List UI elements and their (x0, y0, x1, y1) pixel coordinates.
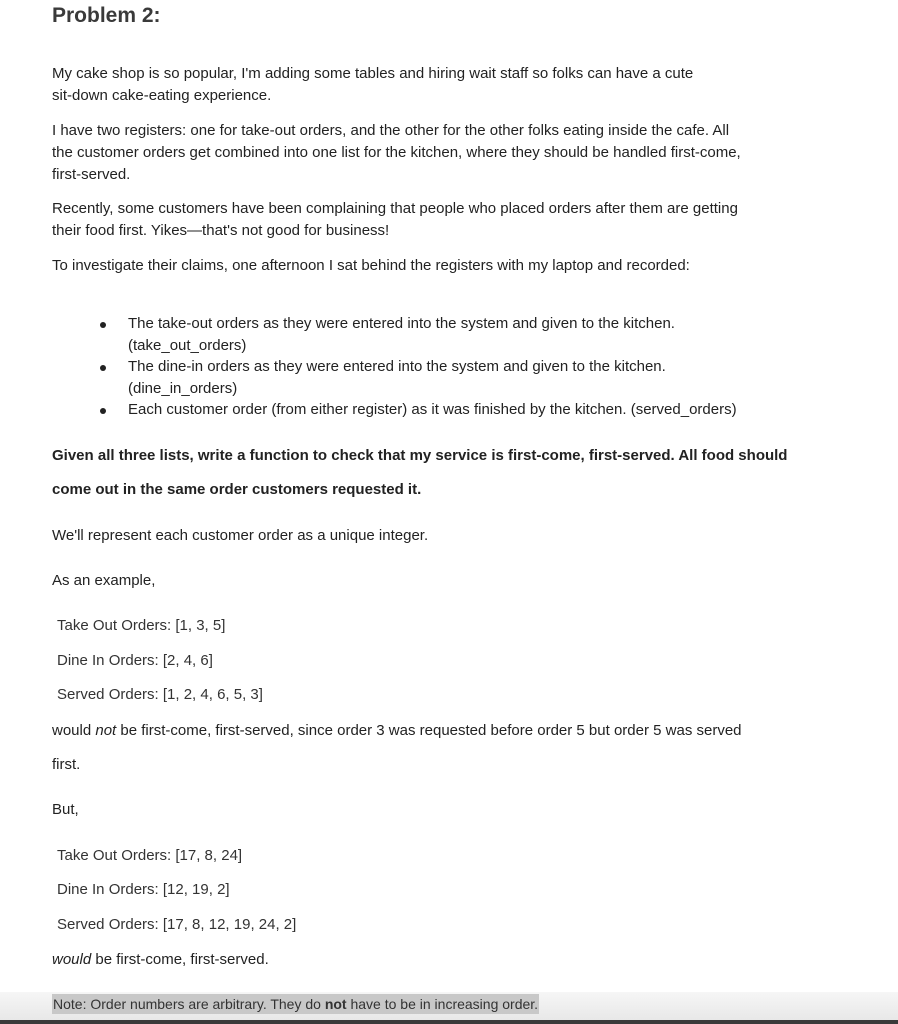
list-item (98, 356, 818, 399)
but-paragraph: But, (52, 801, 79, 818)
registers-line-1: I have two registers: one for take-out orders, and the other for the other folks eating inside the cafe. All (52, 122, 730, 139)
verdict2-post: be first-come, first-served. (91, 951, 269, 968)
note-emphasis: not (324, 996, 347, 1012)
verdict1-post: be first-come, first-served, since order 3 was requested before order 5 but order 5 was served (116, 722, 742, 739)
complaints-line-2: their food first. Yikes—that's not good for business! (52, 222, 390, 239)
intro-line-2: sit-down cake-eating experience. (52, 87, 272, 104)
bullet-text: The take-out orders as they were entered into the system and given to the kitchen. (128, 315, 675, 332)
list-item (98, 399, 818, 421)
note-post: have to be in increasing order. (346, 996, 539, 1012)
bullet-icon (100, 365, 106, 371)
intro-paragraph (52, 63, 812, 107)
list-item (98, 313, 818, 356)
registers-line-2: the customer orders get combined into one list for the kitchen, where they should be handled first-come, (52, 144, 741, 161)
example1-served: Served Orders: [1, 2, 4, 6, 5, 3] (57, 686, 263, 703)
bullet-text: (take_out_orders) (128, 336, 247, 354)
verdict1-emphasis: not (95, 722, 117, 739)
verdict2-paragraph (52, 949, 812, 971)
complaints-line-1: Recently, some customers have been complaining that people who placed orders after them are getting (52, 200, 738, 217)
page-title: Problem 2: (52, 4, 161, 27)
note-pre: Note: Order numbers are arbitrary. They do (53, 996, 325, 1012)
complaints-paragraph (52, 198, 812, 242)
bullet-icon (100, 408, 106, 414)
example2-dine-in: Dine In Orders: [12, 19, 2] (57, 881, 230, 898)
task-line-1: Given all three lists, write a function to check that my service is first-come, first-served. All food should (52, 447, 788, 464)
bullet-text: (dine_in_orders) (128, 379, 238, 397)
bullet-text: The dine-in orders as they were entered into the system and given to the kitchen. (128, 358, 666, 375)
example2-take-out: Take Out Orders: [17, 8, 24] (57, 847, 243, 864)
highlighted-note (52, 994, 539, 1014)
recorded-lists (98, 313, 818, 421)
verdict1-line-2: first. (52, 756, 81, 773)
bullet-text: Each customer order (from either register) as it was finished by the kitchen. (served_orders) (128, 401, 737, 418)
example1-dine-in: Dine In Orders: [2, 4, 6] (57, 652, 213, 669)
registers-paragraph (52, 120, 842, 186)
verdict2-emphasis: would (52, 951, 92, 968)
task-statement (52, 439, 832, 507)
bullet-icon (100, 322, 106, 328)
example-intro: As an example, (52, 572, 156, 589)
investigate-paragraph: To investigate their claims, one afternoon I sat behind the registers with my laptop and recorded: (52, 257, 690, 274)
example2-served: Served Orders: [17, 8, 12, 19, 24, 2] (57, 916, 297, 933)
intro-line-1: My cake shop is so popular, I'm adding some tables and hiring wait staff so folks can have a cute (52, 65, 694, 82)
verdict1-pre: would (52, 722, 96, 739)
registers-line-3: first-served. (52, 166, 131, 183)
represent-paragraph: We'll represent each customer order as a unique integer. (52, 527, 429, 544)
task-line-2: come out in the same order customers requested it. (52, 481, 422, 498)
example1-take-out: Take Out Orders: [1, 3, 5] (57, 617, 226, 634)
bottom-border (0, 1020, 898, 1024)
verdict1-paragraph (52, 714, 832, 782)
